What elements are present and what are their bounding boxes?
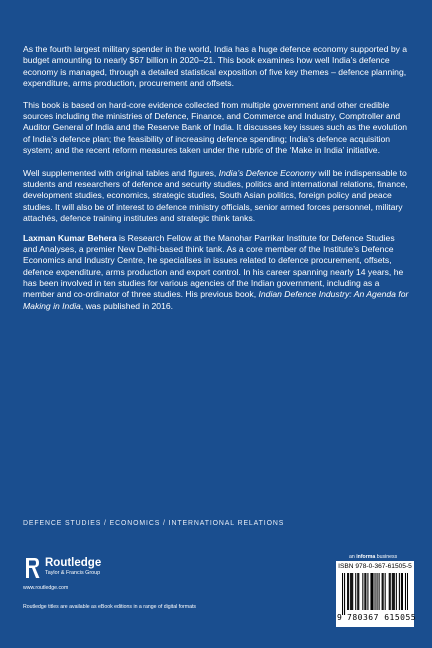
blurb (23, 44, 411, 322)
barcode-bar (382, 573, 383, 610)
informa-brand: informa (356, 554, 376, 560)
barcode-bar (402, 573, 403, 610)
author-name: Laxman Kumar Behera (23, 232, 117, 243)
barcode-bar (370, 573, 371, 610)
barcode-bar (355, 573, 356, 610)
barcode-icon (342, 573, 408, 615)
barcode-panel (336, 561, 417, 627)
isbn-number: ISBN 978-0-367-61505-5 (338, 563, 412, 570)
barcode-bar (390, 573, 391, 610)
barcode-bar (379, 573, 380, 610)
book-title-italic: India’s Defence Economy (218, 167, 316, 178)
barcode-bar (348, 573, 349, 610)
barcode-bar (389, 573, 390, 610)
barcode-bar (393, 573, 394, 610)
barcode-bar (371, 573, 372, 610)
blurb-paragraph-2 (23, 100, 411, 156)
barcode-bar (383, 573, 384, 610)
blurb-paragraph-1 (23, 44, 411, 89)
barcode-bar (350, 573, 351, 610)
routledge-logo-icon (23, 557, 40, 579)
blurb-paragraph-1-text: As the fourth largest military spender in the world, India has a huge defence economy supported by a budget amounting to nearly $67 billion in 2020–21. This book examines how well India’s defence economy is managed, through a detailed statistical exposition of five key themes – defence planning, expenditure, arms production, procurement and offsets. (23, 44, 408, 88)
barcode-bar (407, 573, 408, 610)
barcode-bar (342, 573, 343, 615)
blurb-paragraph-3-rest: will be indispensable to students and researchers of defence and security studies, politics and international relations, finance, development studies, economics, strategic studies, South Asian politics, foreign policy and peace studies. It will also be of interest to defence ministry officials, senior armed forces personnel, military attachés, defence training institutes and strategic think tanks. (23, 167, 408, 223)
publisher-url: www.routledge.com (23, 585, 69, 591)
barcode-bar (351, 573, 352, 610)
barcode-bar (385, 573, 386, 610)
ean-digits: 780367 615055 (347, 613, 417, 622)
author-bio-tail: , was published in 2016. (80, 300, 174, 311)
informa-suffix: business (375, 554, 398, 560)
barcode-bar (352, 573, 353, 610)
barcode-bar (367, 573, 368, 610)
informa-prefix: an (349, 554, 357, 560)
barcode-bar (374, 573, 375, 610)
barcode-bar (365, 573, 366, 610)
publisher-group: Taylor & Francis Group (45, 570, 101, 576)
author-bio-text: is Research Fellow at the Manohar Parrikar Institute for Defence Studies and Analyses, a premier New Delhi-based think tank. As a core member of the Institute’s Defence Economics and Industry Centre, he specialises in issues related to defence procurement, offsets, defence expenditure, arms production and export control. In his career spanning nearly 14 years, he has been involved in ten studies for various agencies of the Indian government, including as a member and co-ordinator of three studies. His previous book, (23, 232, 404, 300)
barcode-bar (392, 573, 393, 610)
subject-categories: DEFENCE STUDIES / ECONOMICS / INTERNATIONAL RELATIONS (23, 520, 285, 527)
barcode-bar (399, 573, 400, 610)
barcode-bar (358, 573, 359, 610)
publisher-name: Routledge (45, 557, 102, 569)
barcode-bar (401, 573, 402, 610)
blurb-paragraph-3 (23, 168, 411, 224)
previous-book-title: Indian Defence Industry: An Agenda for Making in India (23, 289, 409, 311)
ebook-note: Routledge titles are available as eBook editions in a range of digital formats (23, 604, 197, 610)
barcode-bar (372, 573, 373, 610)
barcode-bar (344, 573, 345, 615)
blurb-paragraph-3-lead: Well supplemented with original tables and figures, (23, 167, 219, 178)
barcode-bar (357, 573, 358, 610)
barcode-bar (396, 573, 397, 610)
author-bio (23, 233, 411, 312)
barcode-bar (362, 573, 363, 610)
barcode-bar (364, 573, 365, 610)
barcode-bar (377, 573, 378, 610)
informa-tag (349, 554, 397, 560)
barcode-bar (347, 573, 348, 610)
barcode-bar (405, 573, 406, 610)
ean-first-digit: 9 (337, 613, 342, 622)
blurb-paragraph-2-text: This book is based on hard-core evidence collected from multiple government and other credible sources including the ministries of Defence, Finance, and Commerce and Industry, Comptroller and Auditor General of India and the Reserve Bank of India. It discusses key issues such as the evolution of India’s defence plan; the feasibility of increasing defence spending; India’s defence acquisition system; and the recent reform measures taken under the rubric of the ‘Make in India’ initiative. (23, 99, 408, 155)
barcode-bar (394, 573, 395, 610)
